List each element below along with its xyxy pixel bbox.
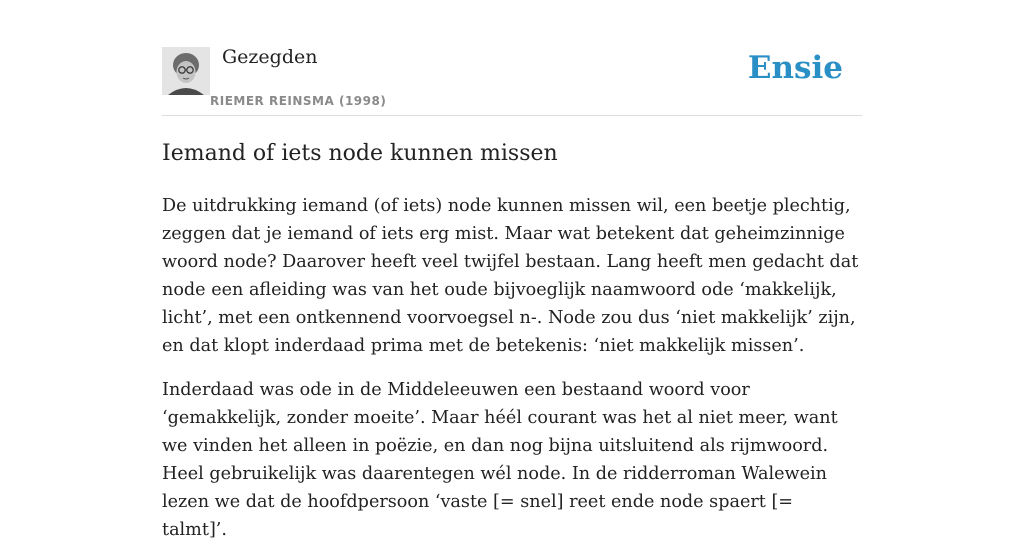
article-title: Iemand of iets node kunnen missen — [162, 141, 558, 166]
article-body — [162, 192, 862, 560]
avatar[interactable] — [162, 47, 210, 95]
header — [162, 0, 862, 116]
paragraph: Inderdaad was ode in de Middeleeuwen een bestaand woord voor ‘gemakkelijk, zonder moeite’. Maar héél courant was het al niet meer, want we vinden het alleen in poëzie, en dan nog bijna uitsluitend als rijmwoord. Heel gebruikelijk was daarentegen wél node. In de ridderroman Walewein lezen we dat de hoofdpersoon ‘vaste [= snel] reet ende node spaert [= talmt]’. — [162, 380, 838, 540]
book-title[interactable]: Gezegden — [222, 46, 318, 68]
page — [162, 0, 862, 540]
ensie-logo-link[interactable]: Ensie — [747, 50, 843, 86]
author-label: RIEMER REINSMA (1998) — [210, 94, 387, 108]
author-portrait-icon — [162, 47, 210, 95]
paragraph: De uitdrukking iemand (of iets) node kunnen missen wil, een beetje plechtig, zeggen dat je iemand of iets erg mist. Maar wat betekent dat geheimzinnige woord node? Daarover heeft veel twijfel bestaan. Lang heeft men gedacht dat node een afleiding was van het oude bijvoeglijk naamwoord ode ‘makkelijk, licht’, met een ontkennend voorvoegsel n-. Node zou dus ‘niet makkelijk’ zijn, en dat klopt inderdaad prima met de betekenis: ‘niet makkelijk missen’. — [162, 196, 859, 356]
